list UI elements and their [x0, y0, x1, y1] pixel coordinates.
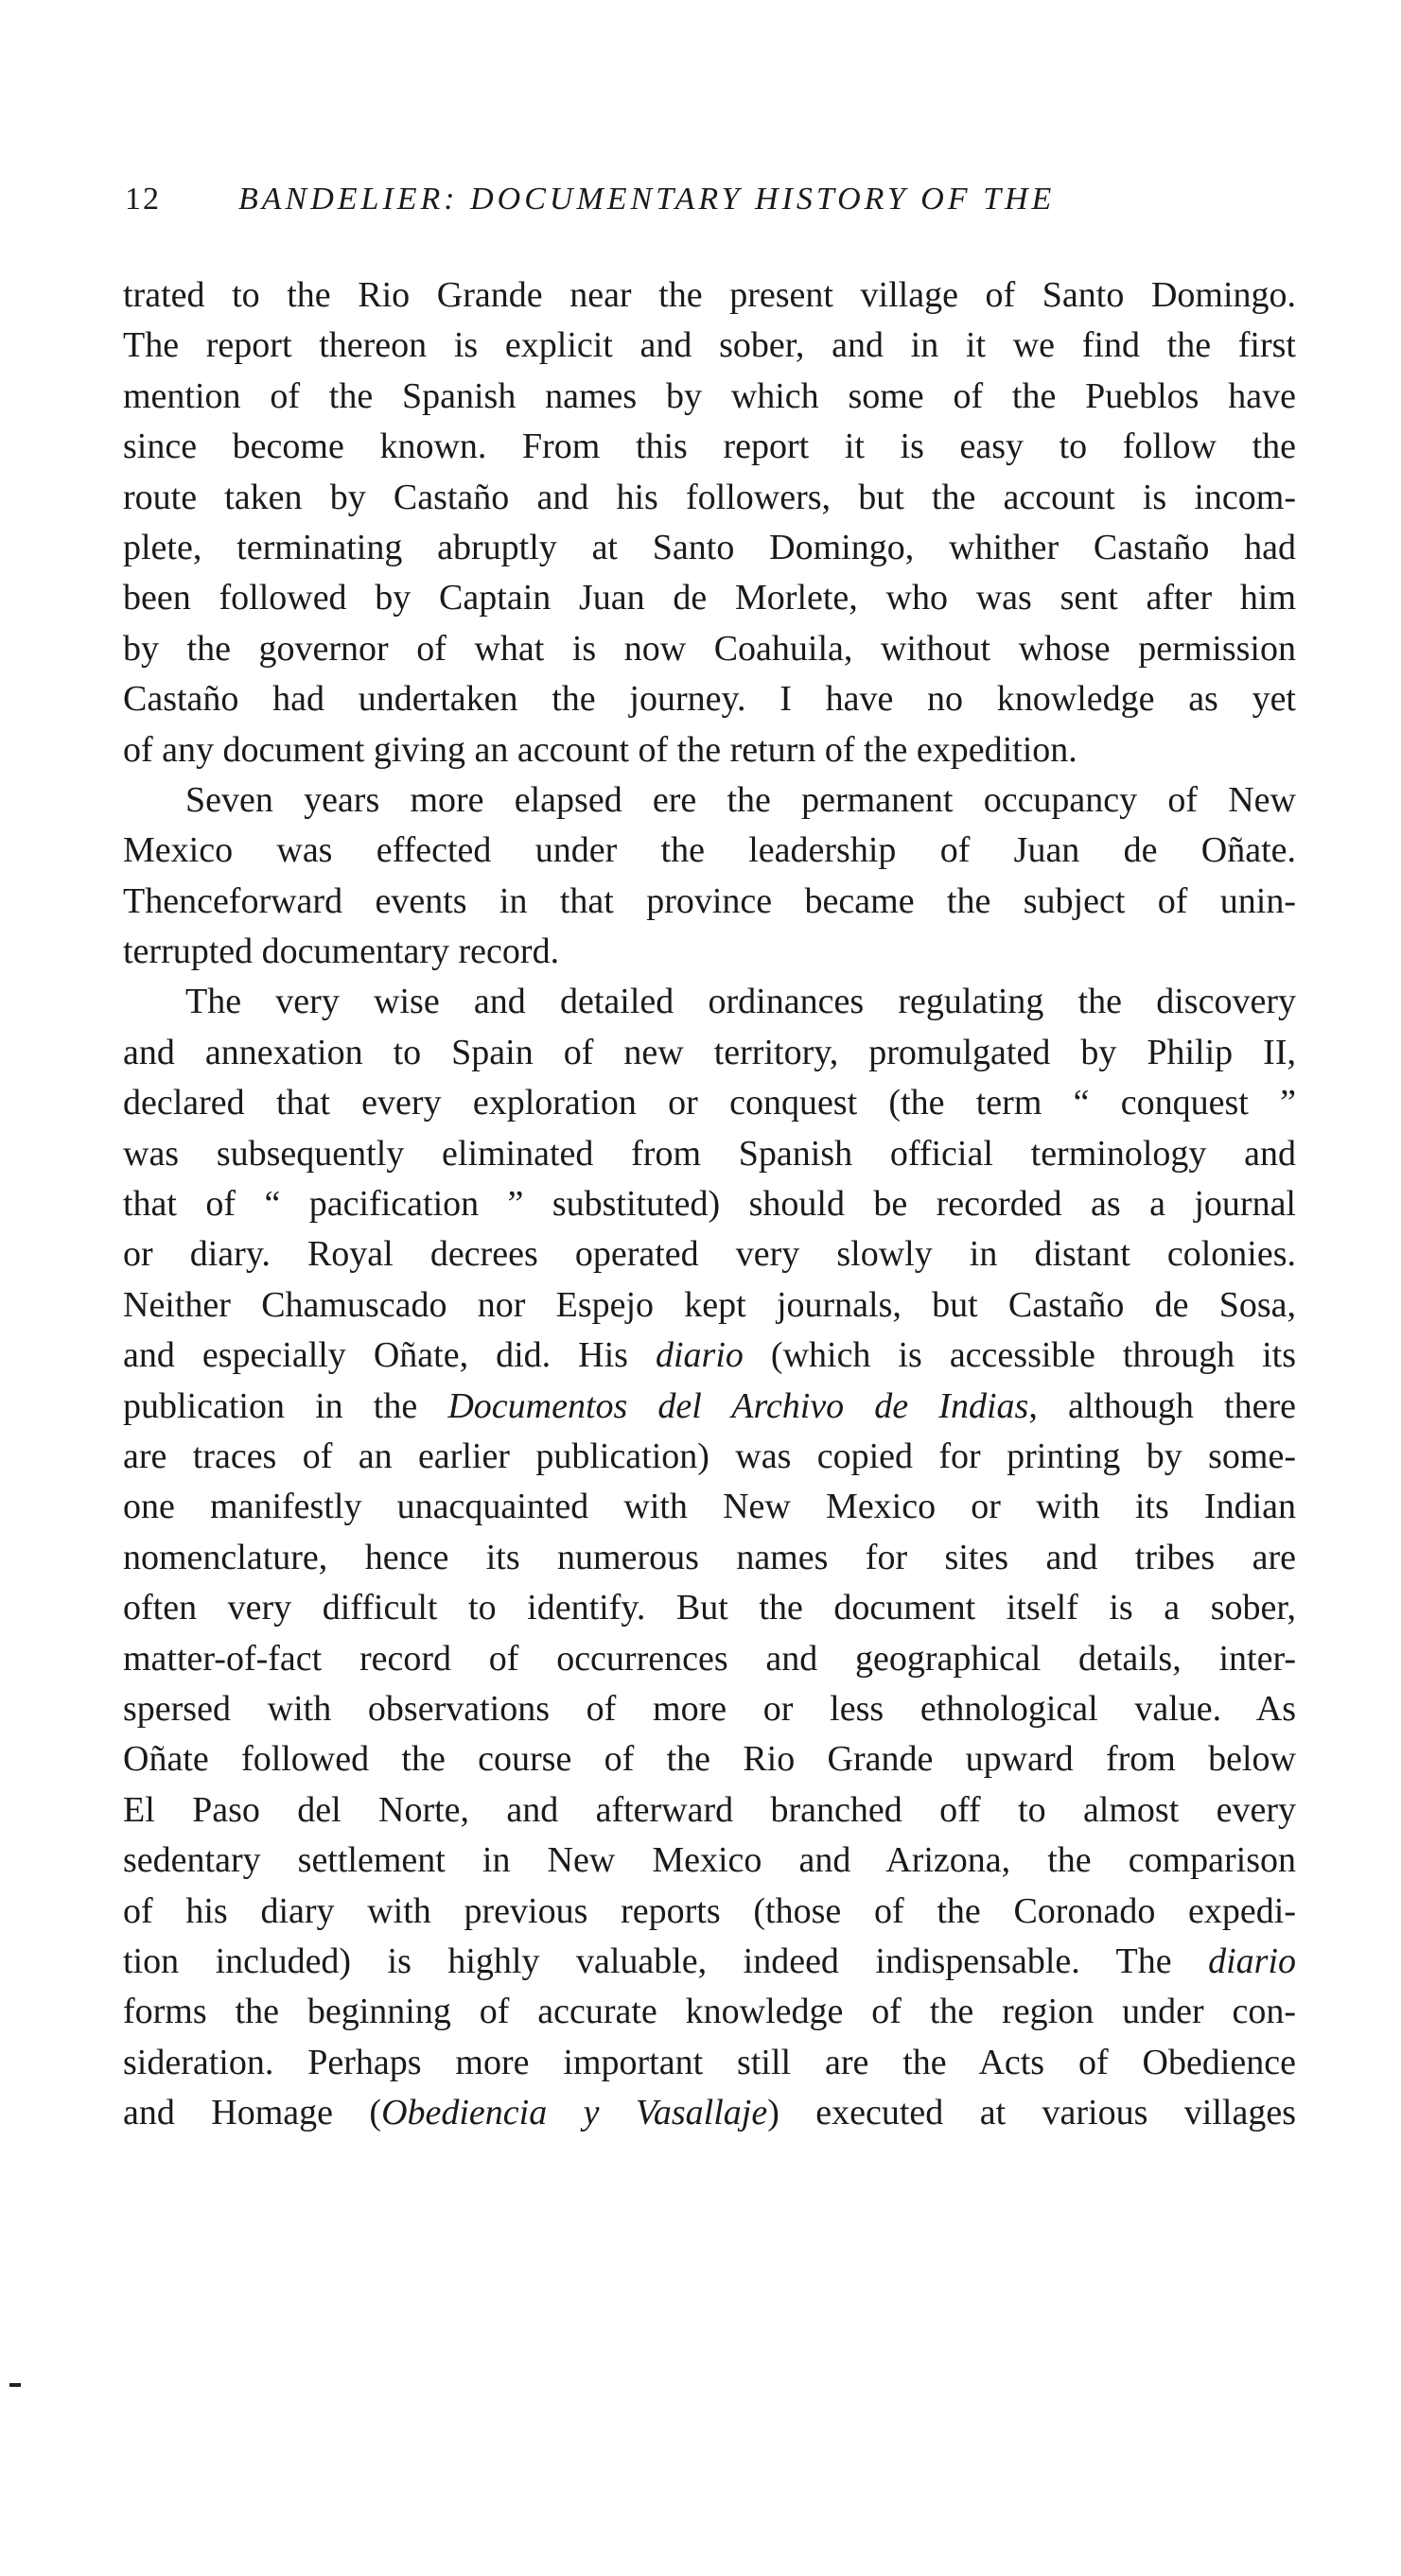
- text-run: of any document giving an account of the return of the expedition.: [123, 729, 1077, 770]
- italic-text: diario: [1208, 1941, 1296, 1981]
- text-line: [123, 624, 1296, 674]
- text-run: nomenclature, hence its numerous names for sites and tribes are: [123, 1537, 1296, 1577]
- text-line: [123, 1432, 1296, 1482]
- text-line: [123, 1280, 1296, 1331]
- text-run: Seven years more elapsed ere the permanent occupancy of New: [185, 779, 1296, 820]
- text-run: (which is accessible through its: [743, 1335, 1296, 1376]
- text-run: matter-of-fact record of occurrences and geographical details, inter-: [123, 1638, 1296, 1679]
- text-run: sideration. Perhaps more important still are the Acts of Obedience: [123, 2042, 1296, 2082]
- text-run: been followed by Captain Juan de Morlete, who was sent after him: [123, 578, 1296, 618]
- text-run: Oñate followed the course of the Rio Grande upward from below: [123, 1739, 1296, 1780]
- text-line: [123, 775, 1296, 826]
- italic-text: diario: [655, 1335, 744, 1376]
- text-line: [123, 1836, 1296, 1886]
- text-line: [123, 826, 1296, 876]
- text-line: [123, 1382, 1296, 1432]
- text-run: trated to the Rio Grande near the present village of Santo Domingo.: [123, 275, 1296, 315]
- text-run: El Paso del Norte, and afterward branched off to almost every: [123, 1789, 1296, 1830]
- text-run: since become known. From this report it is easy to follow the: [123, 426, 1296, 467]
- text-run: that of “ pacification ” substituted) should be recorded as a journal: [123, 1184, 1296, 1225]
- text-line: [123, 573, 1296, 623]
- text-line: [123, 1482, 1296, 1532]
- text-line: [123, 877, 1296, 927]
- text-line: [123, 1684, 1296, 1734]
- running-title: BANDELIER: DOCUMENTARY HISTORY OF THE: [238, 182, 1056, 217]
- text-run: plete, terminating abruptly at Santo Domingo, whither Castaño had: [123, 527, 1296, 567]
- text-run: sedentary settlement in New Mexico and Arizona, the comparison: [123, 1840, 1296, 1881]
- text-run: The very wise and detailed ordinances regulating the discovery: [185, 982, 1296, 1022]
- text-run: often very difficult to identify. But the document itself is a sober,: [123, 1588, 1296, 1628]
- text-run: , although there: [1028, 1385, 1296, 1426]
- italic-text: Obediencia y Vasallaje: [381, 2093, 768, 2133]
- text-run: Thenceforward events in that province became the subject of unin-: [123, 880, 1296, 921]
- text-run: and Homage (: [123, 2093, 382, 2133]
- text-run: was subsequently eliminated from Spanish official terminology and: [123, 1133, 1296, 1174]
- text-line: [123, 1634, 1296, 1684]
- body-text: [123, 270, 1296, 2138]
- text-line: [123, 2038, 1296, 2088]
- text-line: [123, 1987, 1296, 2037]
- text-run: tion included) is highly valuable, indeed indispensable. The: [123, 1941, 1209, 1981]
- text-line: [123, 321, 1296, 371]
- text-line: [123, 977, 1296, 1027]
- page-number: 12: [125, 182, 161, 217]
- scan-mark: [9, 2383, 21, 2387]
- text-run: one manifestly unacquainted with New Mexico or with its Indian: [123, 1487, 1296, 1527]
- text-run: and especially Oñate, did. His: [123, 1335, 656, 1376]
- text-line: [123, 725, 1296, 775]
- text-line: [123, 1078, 1296, 1128]
- text-line: [123, 1533, 1296, 1583]
- text-run: declared that every exploration or conquest (the term “ conquest ”: [123, 1083, 1296, 1123]
- text-line: [123, 1785, 1296, 1836]
- text-run: forms the beginning of accurate knowledge of the region under con-: [123, 1992, 1296, 2032]
- running-head: [125, 182, 1298, 229]
- text-line: [123, 1179, 1296, 1229]
- text-line: [123, 523, 1296, 573]
- text-line: [123, 927, 1296, 977]
- text-line: [123, 1129, 1296, 1179]
- text-line: [123, 1028, 1296, 1078]
- text-run: by the governor of what is now Coahuila, without whose permission: [123, 628, 1296, 669]
- italic-text: Documentos del Archivo de Indias: [447, 1385, 1029, 1426]
- text-run: or diary. Royal decrees operated very slowly in distant colonies.: [123, 1234, 1296, 1275]
- text-line: [123, 1937, 1296, 1987]
- text-run: route taken by Castaño and his followers, but the account is incom-: [123, 477, 1296, 517]
- text-run: spersed with observations of more or less ethnological value. As: [123, 1688, 1296, 1729]
- text-run: mention of the Spanish names by which some of the Pueblos have: [123, 375, 1296, 416]
- text-run: of his diary with previous reports (those of the Coronado expedi-: [123, 1890, 1296, 1931]
- text-run: ) executed at various villages: [767, 2093, 1296, 2133]
- text-run: terrupted documentary record.: [123, 931, 560, 972]
- text-run: publication in the: [123, 1385, 448, 1426]
- text-line: [123, 270, 1296, 321]
- text-run: The report thereon is explicit and sober, and in it we find the first: [123, 325, 1296, 366]
- text-line: [123, 1734, 1296, 1784]
- text-run: and annexation to Spain of new territory, promulgated by Philip II,: [123, 1032, 1296, 1072]
- text-line: [123, 1331, 1296, 1381]
- text-run: Neither Chamuscado nor Espejo kept journals, but Castaño de Sosa,: [123, 1284, 1296, 1325]
- text-line: [123, 2088, 1296, 2138]
- text-run: Castaño had undertaken the journey. I have no knowledge as yet: [123, 679, 1296, 720]
- text-line: [123, 1229, 1296, 1279]
- text-line: [123, 674, 1296, 724]
- text-line: [123, 422, 1296, 472]
- text-line: [123, 1887, 1296, 1937]
- text-line: [123, 473, 1296, 523]
- text-run: Mexico was effected under the leadership of Juan de Oñate.: [123, 830, 1296, 871]
- text-line: [123, 372, 1296, 422]
- text-run: are traces of an earlier publication) was copied for printing by some-: [123, 1436, 1296, 1476]
- text-line: [123, 1583, 1296, 1633]
